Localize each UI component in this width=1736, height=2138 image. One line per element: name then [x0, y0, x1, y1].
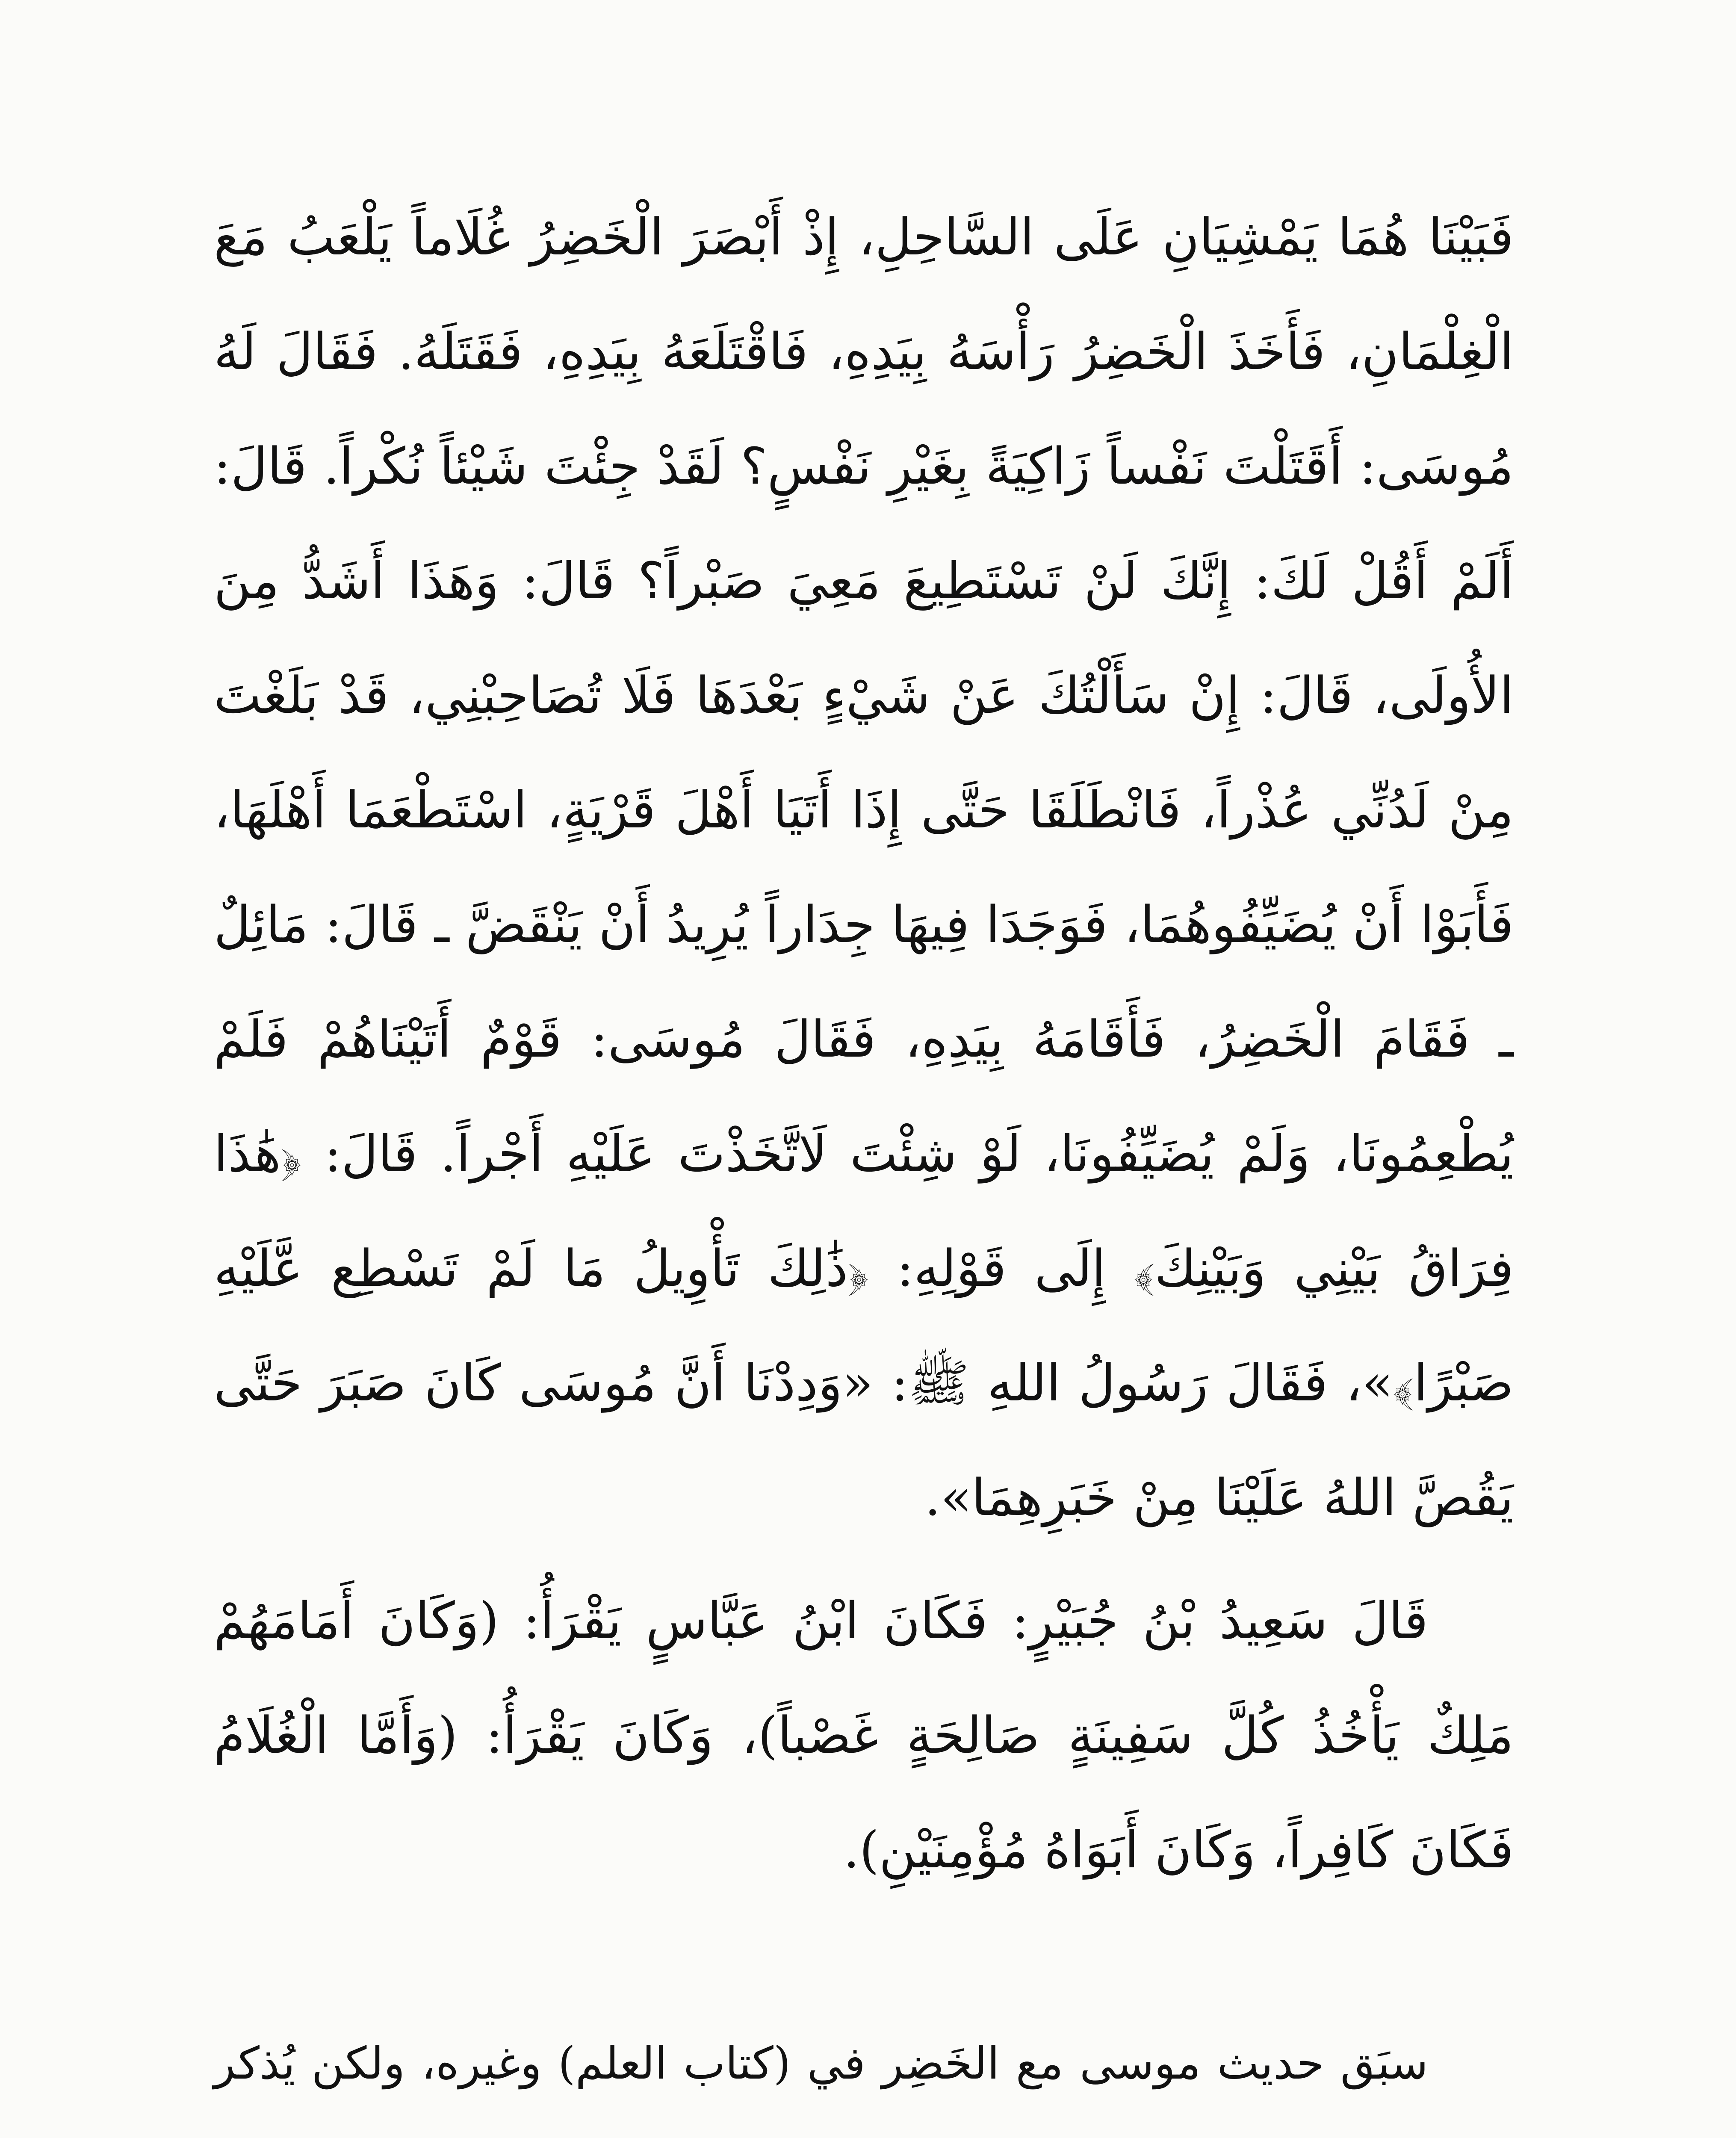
hadith-text	[214, 180, 1514, 1907]
page-body	[214, 180, 1514, 2138]
commentary-text	[214, 2005, 1514, 2138]
commentary-paragraph: سبَق حديث موسى مع الخَضِر في (كتاب العلم) وغيره، ولكن يُذكر	[214, 2037, 1428, 2089]
hadith-paragraph: فَبَيْنَا هُمَا يَمْشِيَانِ عَلَى السَّاحِلِ، إِذْ أَبْصَرَ الْخَضِرُ غُلَاماً يَلْعَبُ مَعَ الْغِلْمَانِ، فَأَخَذَ الْخَضِرُ رَأْسَهُ بِيَدِهِ، فَاقْتَلَعَهُ بِيَدِهِ، فَقَتَلَهُ. فَقَالَ لَهُ مُوسَى: أَقَتَلْتَ نَفْساً زَاكِيَةً بِغَيْرِ نَفْسٍ؟ لَقَدْ جِئْتَ شَيْئاً نُكْراً. قَالَ: أَلَمْ أَقُلْ لَكَ: إِنَّكَ لَنْ تَسْتَطِيعَ مَعِيَ صَبْراً؟ قَالَ: وَهَذَا أَشَدُّ مِنَ الأُولَى، قَالَ: إِنْ سَأَلْتُكَ عَنْ شَيْءٍ بَعْدَهَا فَلَا تُصَاحِبْنِي، قَدْ بَلَغْتَ مِنْ لَدُنِّي عُذْراً، فَانْطَلَقَا حَتَّى إِذَا أَتَيَا أَهْلَ قَرْيَةٍ، اسْتَطْعَمَا أَهْلَهَا، فَأَبَوْا أَنْ يُضَيِّفُوهُمَا، فَوَجَدَا فِيهَا جِدَاراً يُرِيدُ أَنْ يَنْقَضَّ ـ قَالَ: مَائِلٌ ـ فَقَامَ الْخَضِرُ، فَأَقَامَهُ بِيَدِهِ، فَقَالَ مُوسَى: قَوْمٌ أَتَيْنَاهُمْ فَلَمْ يُطْعِمُونَا، وَلَمْ يُضَيِّفُونَا، لَوْ شِئْتَ لَاتَّخَذْتَ عَلَيْهِ أَجْراً. قَالَ: ﴿هَٰذَا فِرَاقُ بَيْنِي وَبَيْنِكَ﴾ إِلَى قَوْلِهِ: ﴿ذَٰلِكَ تَأْوِيلُ مَا لَمْ تَسْطِع عَّلَيْهِ صَبْرًا﴾»، فَقَالَ رَسُولُ اللهِ ﷺ: «وَدِدْنَا أَنَّ مُوسَى كَانَ صَبَرَ حَتَّى يَقُصَّ اللهُ عَلَيْنَا مِنْ خَبَرِهِمَا».	[214, 207, 1514, 1527]
hadith-paragraph: قَالَ سَعِيدُ بْنُ جُبَيْرٍ: فَكَانَ ابْنُ عَبَّاسٍ يَقْرَأُ: (وَكَانَ أَمَامَهُمْ مَلِكٌ يَأْخُذُ كُلَّ سَفِينَةٍ صَالِحَةٍ غَصْباً)، وَكَانَ يَقْرَأُ: (وَأَمَّا الْغُلَامُ فَكَانَ كَافِراً، وَكَانَ أَبَوَاهُ مُؤْمِنَيْنِ).	[214, 1591, 1514, 1879]
